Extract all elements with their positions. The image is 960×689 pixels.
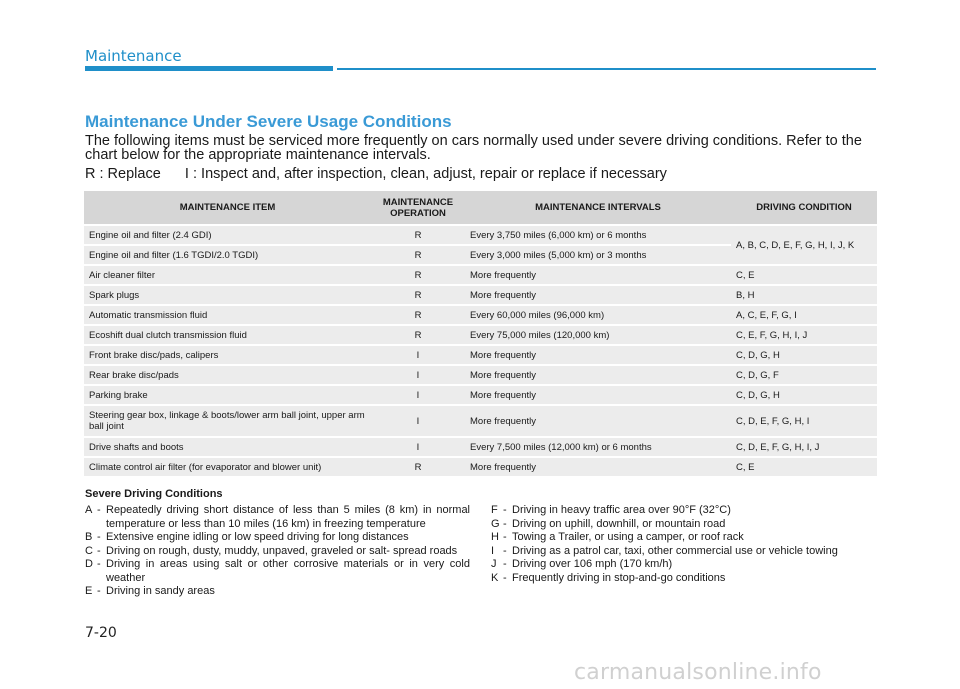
cell-operation: R bbox=[371, 225, 465, 245]
condition-text: Driving in sandy areas bbox=[106, 585, 215, 597]
cell-condition: A, C, E, F, G, I bbox=[731, 305, 877, 325]
condition-letter: C bbox=[85, 544, 93, 557]
table-row bbox=[84, 457, 877, 476]
list-item bbox=[85, 585, 470, 599]
condition-letter: I bbox=[491, 544, 495, 557]
table-row bbox=[84, 345, 877, 365]
cell-interval: More frequently bbox=[465, 385, 731, 405]
cell-operation: R bbox=[371, 305, 465, 325]
list-item bbox=[491, 531, 881, 545]
cell-condition: C, E bbox=[731, 457, 877, 476]
condition-dash: - bbox=[500, 571, 507, 584]
cell-item: Rear brake disc/pads bbox=[84, 365, 371, 385]
cell-item: Air cleaner filter bbox=[84, 265, 371, 285]
list-item bbox=[85, 531, 470, 545]
header-rule-thin bbox=[337, 68, 876, 70]
cell-item: Steering gear box, linkage & boots/lower arm ball joint, upper arm ball joint bbox=[84, 405, 371, 437]
list-item bbox=[491, 504, 881, 518]
header-rule-thick bbox=[85, 66, 333, 71]
table-row bbox=[84, 265, 877, 285]
header-intervals: MAINTENANCE INTERVALS bbox=[465, 191, 731, 225]
condition-letter: A bbox=[85, 504, 93, 516]
intro-paragraph: The following items must be serviced more frequently on cars normally used under severe driving conditions. Refer to the chart below for the appropriate maintenance intervals. bbox=[85, 133, 862, 163]
cell-operation: I bbox=[371, 385, 465, 405]
condition-letter: H bbox=[491, 531, 499, 543]
condition-text: Driving on rough, dusty, muddy, unpaved, graveled or salt- spread roads bbox=[106, 544, 458, 557]
cell-operation: R bbox=[371, 285, 465, 305]
cell-item: Drive shafts and boots bbox=[84, 437, 371, 457]
cell-operation: I bbox=[371, 405, 465, 437]
list-item bbox=[491, 572, 881, 586]
cell-item: Climate control air filter (for evaporator and blower unit) bbox=[84, 457, 371, 476]
table-header-row bbox=[84, 191, 877, 225]
cell-condition: C, D, E, F, G, H, I, J bbox=[731, 437, 877, 457]
cell-operation: R bbox=[371, 457, 465, 476]
list-item bbox=[491, 545, 881, 559]
condition-letter: F bbox=[491, 504, 498, 516]
severe-conditions-right bbox=[491, 504, 881, 585]
cell-interval: Every 60,000 miles (96,000 km) bbox=[465, 305, 731, 325]
severe-conditions-title: Severe Driving Conditions bbox=[85, 488, 223, 500]
cell-interval: Every 3,000 miles (5,000 km) or 3 months bbox=[465, 245, 731, 265]
page-title: Maintenance Under Severe Usage Conditions bbox=[85, 112, 452, 131]
table-row bbox=[84, 325, 877, 345]
cell-item: Ecoshift dual clutch transmission fluid bbox=[84, 325, 371, 345]
condition-letter: J bbox=[491, 558, 497, 570]
cell-item: Engine oil and filter (2.4 GDI) bbox=[84, 225, 371, 245]
cell-condition: C, D, G, H bbox=[731, 385, 877, 405]
page-number: 7-20 bbox=[85, 625, 117, 641]
condition-text: Driving as a patrol car, taxi, other commercial use or vehicle towing bbox=[512, 544, 838, 557]
cell-item: Parking brake bbox=[84, 385, 371, 405]
cell-condition: C, D, G, H bbox=[731, 345, 877, 365]
condition-letter: E bbox=[85, 585, 93, 597]
condition-text: Driving on uphill, downhill, or mountain road bbox=[512, 517, 726, 530]
condition-letter: G bbox=[491, 517, 500, 530]
table-row bbox=[84, 437, 877, 457]
cell-condition: C, D, G, F bbox=[731, 365, 877, 385]
condition-letter: B bbox=[85, 531, 93, 543]
list-item bbox=[85, 545, 470, 559]
cell-interval: More frequently bbox=[465, 285, 731, 305]
cell-item: Front brake disc/pads, calipers bbox=[84, 345, 371, 365]
condition-text: Extensive engine idling or low speed driving for long distances bbox=[106, 531, 409, 543]
cell-operation: R bbox=[371, 325, 465, 345]
cell-interval: Every 75,000 miles (120,000 km) bbox=[465, 325, 731, 345]
maintenance-table bbox=[84, 191, 877, 476]
condition-dash: - bbox=[500, 517, 507, 530]
cell-item: Spark plugs bbox=[84, 285, 371, 305]
cell-interval: More frequently bbox=[465, 405, 731, 437]
condition-dash: - bbox=[500, 544, 507, 557]
cell-condition: C, E, F, G, H, I, J bbox=[731, 325, 877, 345]
condition-dash: - bbox=[500, 531, 507, 543]
cell-interval: More frequently bbox=[465, 265, 731, 285]
cell-interval: Every 7,500 miles (12,000 km) or 6 months bbox=[465, 437, 731, 457]
cell-interval: More frequently bbox=[465, 345, 731, 365]
condition-dash: - bbox=[94, 531, 101, 543]
cell-condition: C, E bbox=[731, 265, 877, 285]
list-item bbox=[85, 504, 470, 531]
cell-item: Engine oil and filter (1.6 TGDI/2.0 TGDI) bbox=[84, 245, 371, 265]
cell-item: Automatic transmission fluid bbox=[84, 305, 371, 325]
condition-text: Towing a Trailer, or using a camper, or roof rack bbox=[512, 531, 744, 543]
table-row bbox=[84, 285, 877, 305]
cell-condition: B, H bbox=[731, 285, 877, 305]
condition-dash: - bbox=[94, 558, 101, 570]
cell-interval: Every 3,750 miles (6,000 km) or 6 months bbox=[465, 225, 731, 245]
condition-letter: K bbox=[491, 571, 499, 584]
condition-text: Driving in heavy traffic area over 90°F (32°C) bbox=[512, 504, 731, 516]
header-item: MAINTENANCE ITEM bbox=[84, 191, 371, 225]
cell-interval: More frequently bbox=[465, 365, 731, 385]
cell-operation: R bbox=[371, 265, 465, 285]
severe-conditions-left bbox=[85, 504, 470, 599]
condition-dash: - bbox=[94, 544, 101, 557]
table-row bbox=[84, 365, 877, 385]
condition-text: Frequently driving in stop-and-go conditions bbox=[512, 571, 726, 584]
list-item bbox=[491, 518, 881, 532]
header-condition: DRIVING CONDITION bbox=[731, 191, 877, 225]
table-row bbox=[84, 305, 877, 325]
cell-operation: I bbox=[371, 365, 465, 385]
table-row bbox=[84, 405, 877, 437]
cell-operation: I bbox=[371, 345, 465, 365]
cell-operation: I bbox=[371, 437, 465, 457]
condition-letter: D bbox=[85, 558, 93, 570]
table-row bbox=[84, 225, 877, 245]
condition-dash: - bbox=[94, 585, 101, 597]
cell-condition: A, B, C, D, E, F, G, H, I, J, K bbox=[731, 225, 877, 265]
cell-operation: R bbox=[371, 245, 465, 265]
condition-text: Repeatedly driving short distance of less than 5 miles (8 km) in normal temperature or less than 10 miles (16 km) in freezing temperature bbox=[106, 504, 470, 530]
table-row bbox=[84, 385, 877, 405]
list-item bbox=[491, 558, 881, 572]
section-label: Maintenance bbox=[85, 47, 182, 65]
cell-condition: C, D, E, F, G, H, I bbox=[731, 405, 877, 437]
condition-dash: - bbox=[500, 558, 507, 570]
list-item bbox=[85, 558, 470, 585]
operation-legend: R : Replace I : Inspect and, after inspection, clean, adjust, repair or replace if necessary bbox=[85, 166, 667, 182]
header-operation: MAINTENANCE OPERATION bbox=[371, 191, 465, 225]
watermark: carmanualsonline.info bbox=[574, 660, 822, 685]
condition-text: Driving in areas using salt or other corrosive materials or in very cold weather bbox=[106, 558, 470, 584]
condition-dash: - bbox=[94, 504, 101, 516]
condition-text: Driving over 106 mph (170 km/h) bbox=[512, 558, 673, 570]
cell-interval: More frequently bbox=[465, 457, 731, 476]
condition-dash: - bbox=[500, 504, 507, 516]
